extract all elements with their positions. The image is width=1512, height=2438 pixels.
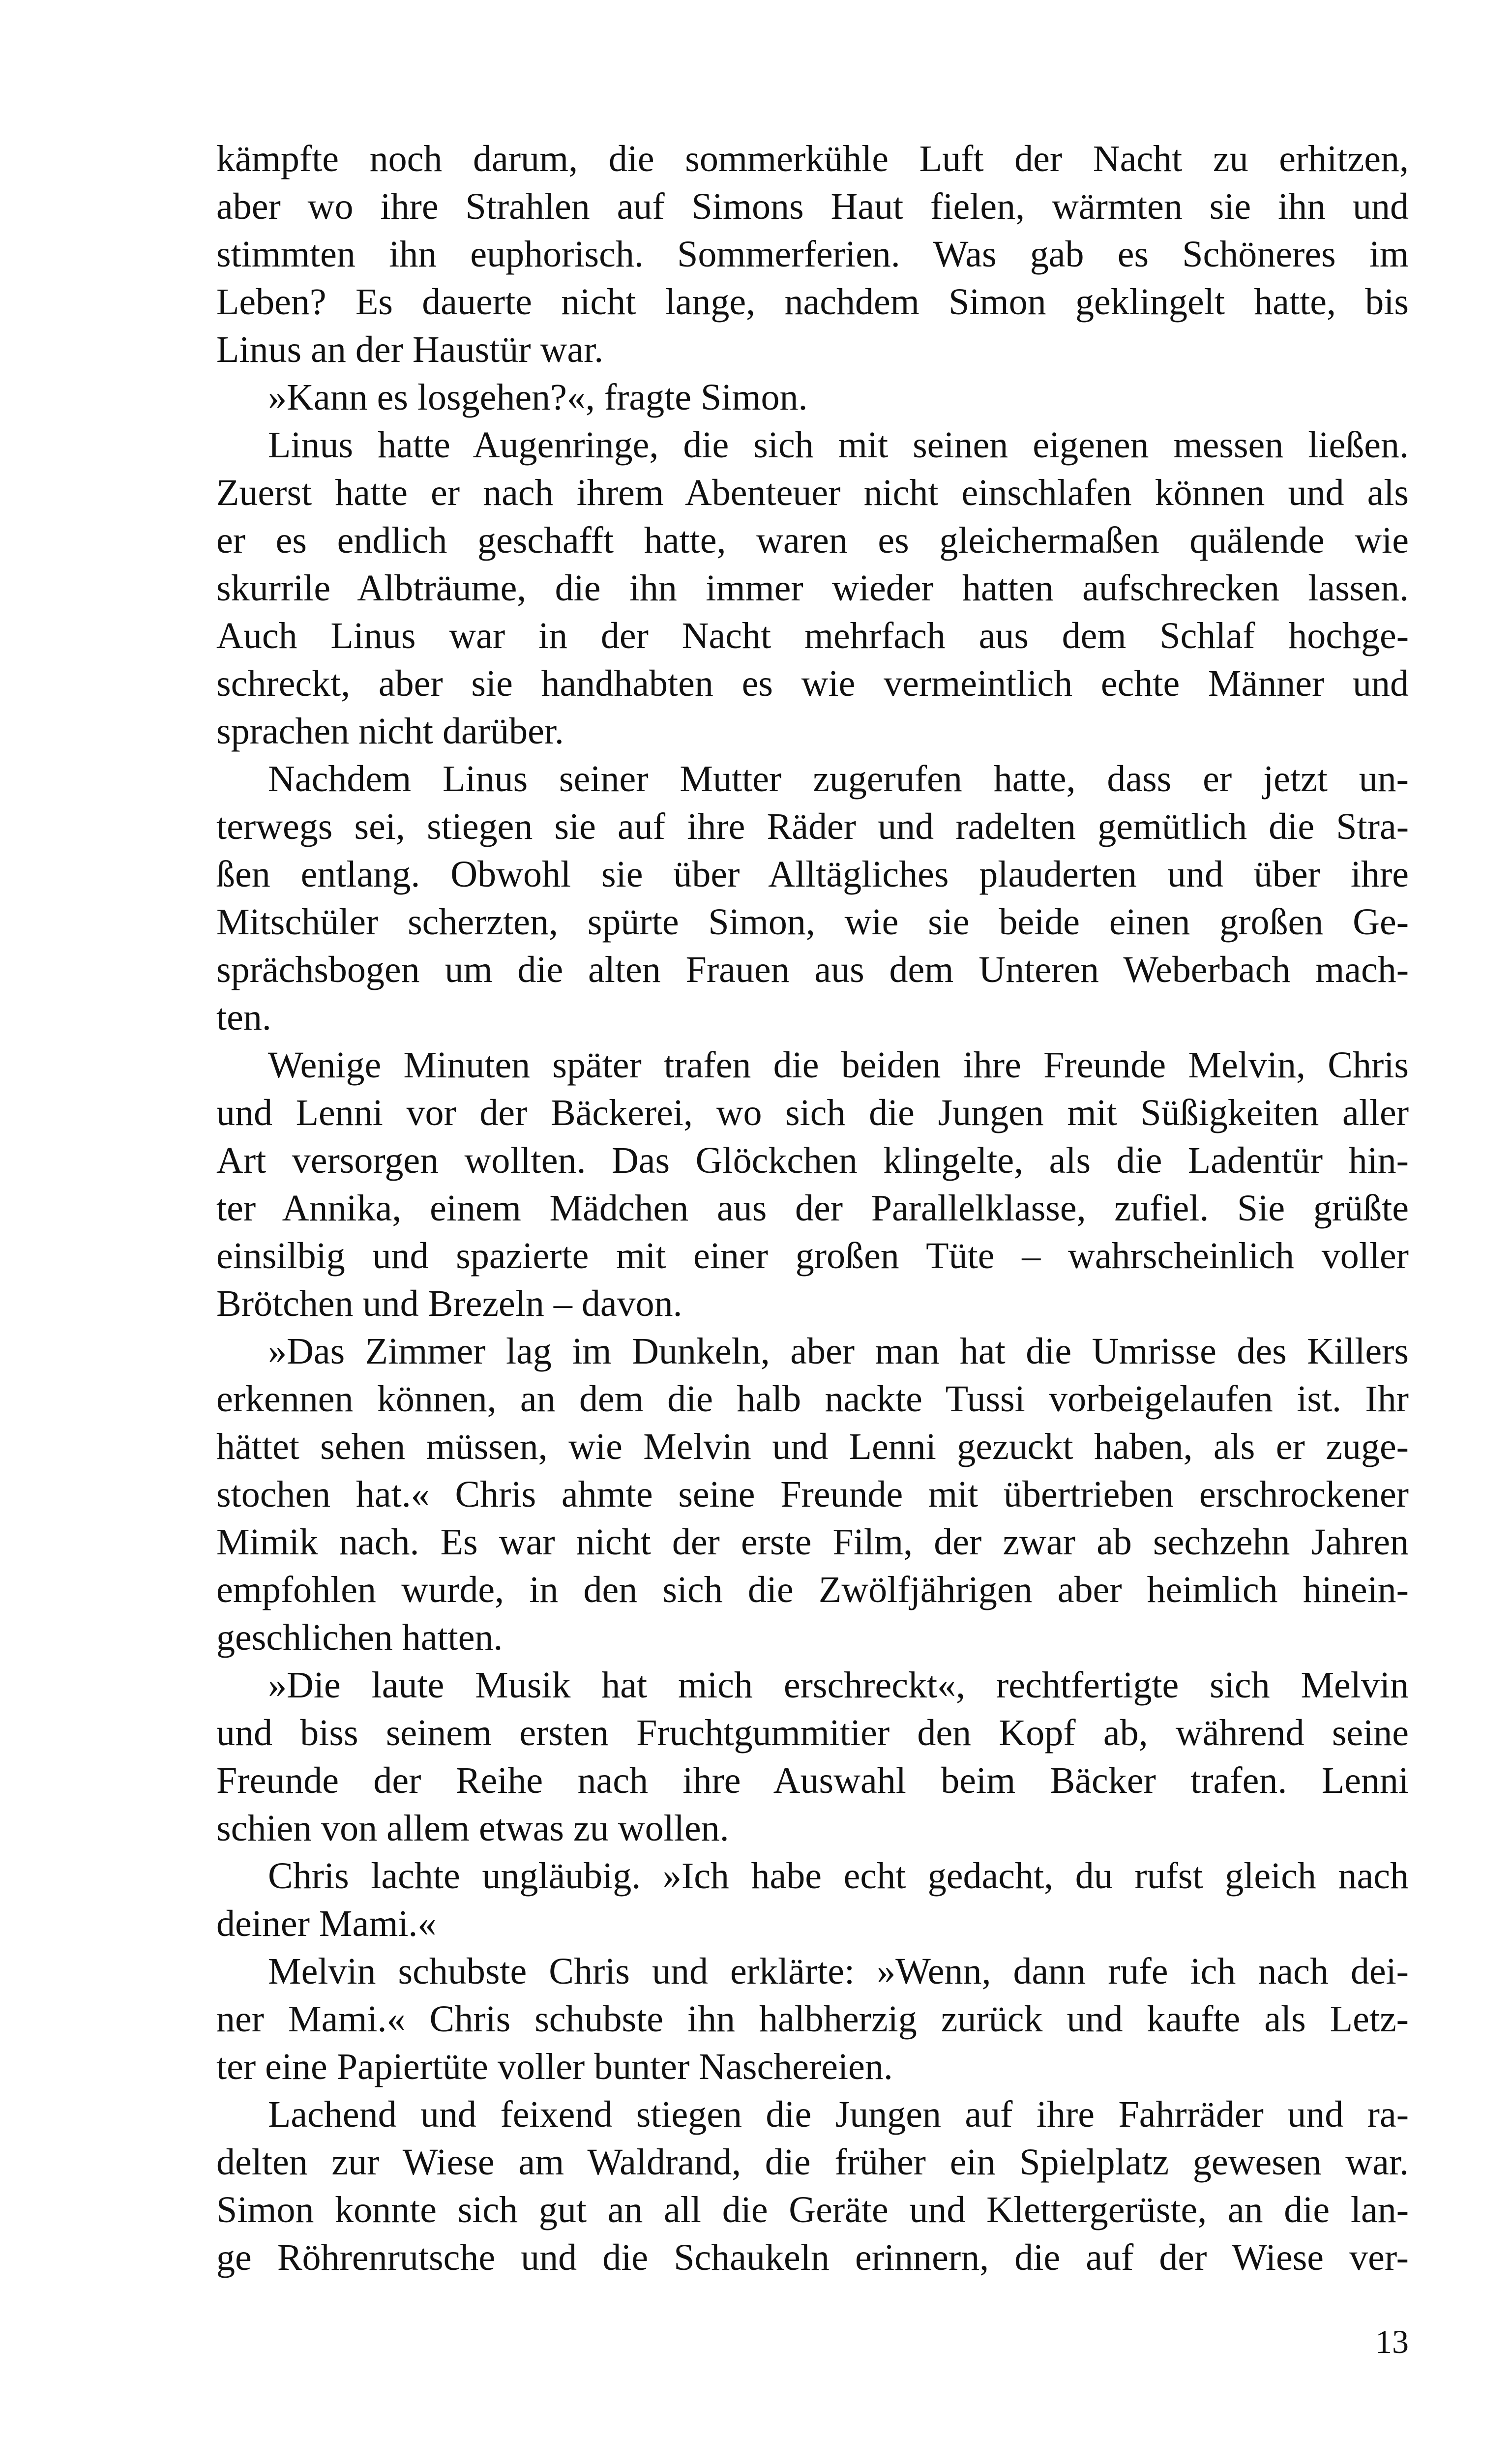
text-line: Linus an der Haustür war. [216,329,604,370]
text-line: er es endlich geschafft hatte, waren es gleichermaßen quälende wie [216,520,1409,561]
text-line: Art versorgen wollten. Das Glöckchen klingelte, als die Ladentür hin- [216,1140,1409,1181]
text-line: Mitschüler scherzten, spürte Simon, wie sie beide einen großen Ge- [216,901,1409,943]
text-line: kämpfte noch darum, die sommerkühle Luft der Nacht zu erhitzen, [216,138,1409,179]
page-number: 13 [1375,2323,1409,2360]
text-line: delten zur Wiese am Waldrand, die früher ein Spielplatz gewesen war. [216,2141,1409,2183]
text-line: »Kann es losgehen?«, fragte Simon. [268,377,808,418]
text-line: hättet sehen müssen, wie Melvin und Lenni gezuckt haben, als er zuge- [216,1426,1409,1467]
text-line: ten. [216,997,271,1038]
text-line: Zuerst hatte er nach ihrem Abenteuer nicht einschlafen können und als [216,472,1409,513]
text-line: Chris lachte ungläubig. »Ich habe echt gedacht, du rufst gleich nach [268,1855,1409,1897]
text-line: ßen entlang. Obwohl sie über Alltägliches plauderten und über ihre [216,854,1409,895]
text-line: Simon konnte sich gut an all die Geräte und Klettergerüste, an die lan- [216,2189,1409,2230]
text-line: Melvin schubste Chris und erklärte: »Wenn, dann rufe ich nach dei- [268,1951,1409,1992]
text-line: erkennen können, an dem die halb nackte Tussi vorbeigelaufen ist. Ihr [216,1378,1409,1420]
text-line: Wenige Minuten später trafen die beiden ihre Freunde Melvin, Chris [268,1044,1409,1086]
text-line: Lachend und feixend stiegen die Jungen auf ihre Fahrräder und ra- [268,2094,1409,2135]
text-line: Mimik nach. Es war nicht der erste Film, der zwar ab sechzehn Jahren [216,1521,1409,1563]
text-line: terwegs sei, stiegen sie auf ihre Räder und radelten gemütlich die Stra- [216,806,1409,847]
text-line: aber wo ihre Strahlen auf Simons Haut fielen, wärmten sie ihn und [216,186,1409,227]
text-line: »Die laute Musik hat mich erschreckt«, rechtfertigte sich Melvin [268,1665,1409,1706]
text-line: geschlichen hatten. [216,1617,503,1658]
text-line: deiner Mami.« [216,1903,437,1944]
text-line: ter eine Papiertüte voller bunter Naschereien. [216,2046,893,2087]
text-line: schreckt, aber sie handhabten es wie vermeintlich echte Männer und [216,663,1409,704]
body-text [216,135,1409,2282]
text-line: und Lenni vor der Bäckerei, wo sich die Jungen mit Süßigkeiten aller [216,1092,1409,1133]
text-line: Nachdem Linus seiner Mutter zugerufen hatte, dass er jetzt un- [268,758,1409,800]
text-line: sprächsbogen um die alten Frauen aus dem Unteren Weberbach mach- [216,949,1409,990]
text-line: Brötchen und Brezeln – davon. [216,1283,682,1324]
text-line: empfohlen wurde, in den sich die Zwölfjährigen aber heimlich hinein- [216,1569,1409,1610]
text-line: Leben? Es dauerte nicht lange, nachdem Simon geklingelt hatte, bis [216,281,1409,323]
text-line: schien von allem etwas zu wollen. [216,1808,729,1849]
text-line: Auch Linus war in der Nacht mehrfach aus dem Schlaf hochge- [216,615,1409,656]
text-line: ter Annika, einem Mädchen aus der Parallelklasse, zufiel. Sie grüßte [216,1188,1409,1229]
text-line: »Das Zimmer lag im Dunkeln, aber man hat die Umrisse des Killers [268,1331,1409,1372]
text-line: Linus hatte Augenringe, die sich mit seinen eigenen messen ließen. [268,424,1409,466]
text-line: und biss seinem ersten Fruchtgummitier den Kopf ab, während seine [216,1712,1409,1754]
text-line: stimmten ihn euphorisch. Sommerferien. Was gab es Schöneres im [216,234,1409,275]
text-line: ner Mami.« Chris schubste ihn halbherzig zurück und kaufte als Letz- [216,1998,1409,2040]
text-line: einsilbig und spazierte mit einer großen Tüte – wahrscheinlich voller [216,1235,1409,1277]
text-line: skurrile Albträume, die ihn immer wieder hatten aufschrecken lassen. [216,567,1409,609]
text-line: Freunde der Reihe nach ihre Auswahl beim Bäcker trafen. Lenni [216,1760,1409,1801]
text-line: ge Röhrenrutsche und die Schaukeln erinnern, die auf der Wiese ver- [216,2237,1409,2278]
text-line: stochen hat.« Chris ahmte seine Freunde mit übertrieben erschrockener [216,1474,1409,1515]
text-line: sprachen nicht darüber. [216,711,564,752]
